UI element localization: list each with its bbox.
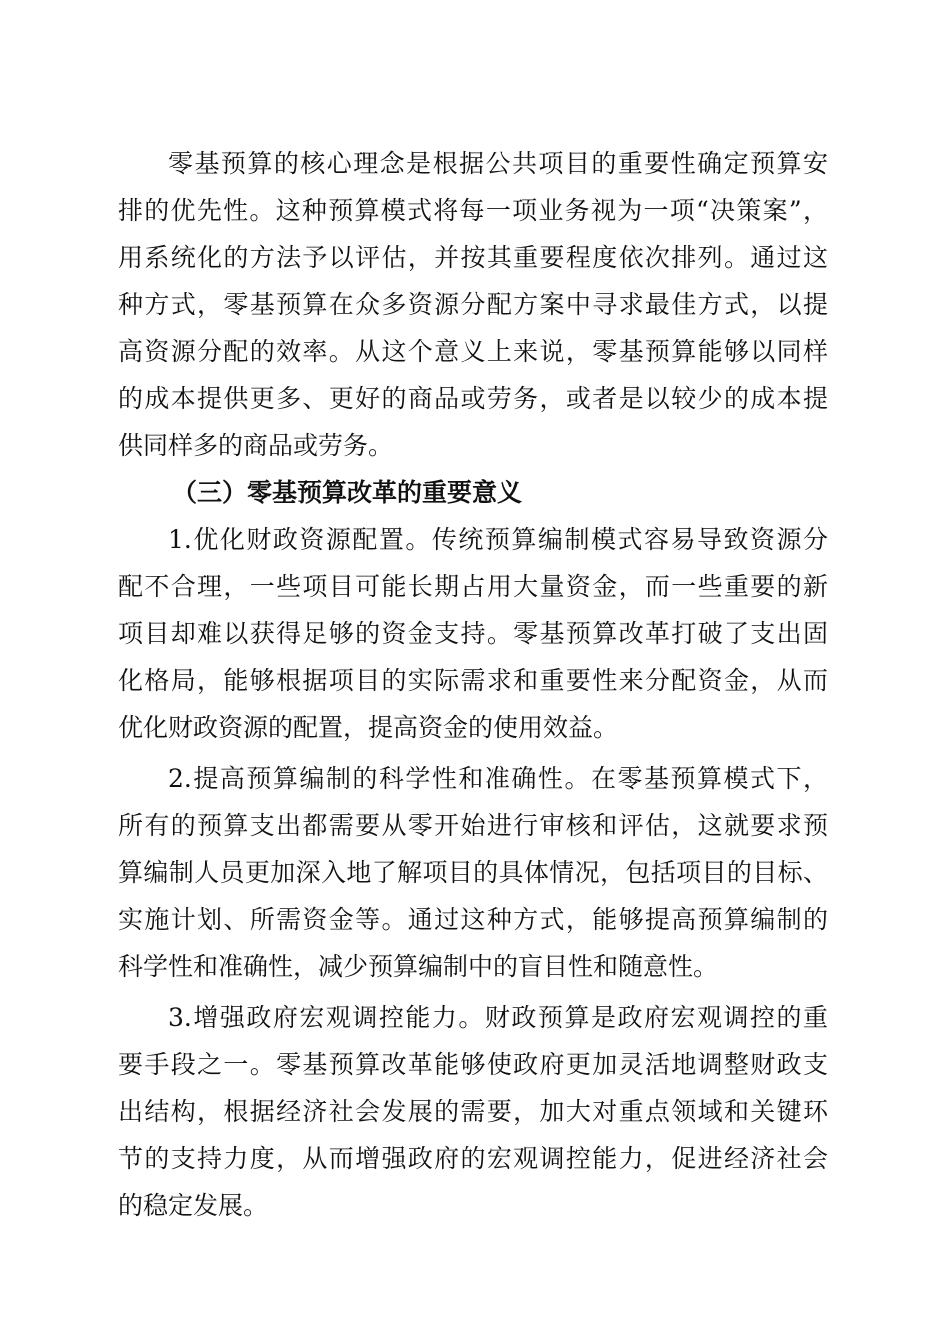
paragraph-line: 实施计划、所需资金等。通过这种方式，能够提高预算编制的 bbox=[118, 905, 828, 934]
item-paragraph-3 bbox=[118, 994, 828, 1229]
paragraph-line: 优化财政资源的配置，提高资金的使用效益。 bbox=[118, 713, 619, 742]
paragraph-line: 种方式，零基预算在众多资源分配方案中寻求最佳方式，以提 bbox=[118, 290, 828, 319]
paragraph-line: 零基预算的核心理念是根据公共项目的重要性确定预算安 bbox=[168, 149, 828, 178]
paragraph-line: 化格局，能够根据项目的实际需求和重要性来分配资金，从而 bbox=[118, 666, 828, 695]
section-heading: （三）零基预算改革的重要意义 bbox=[172, 478, 523, 507]
item-paragraph-2 bbox=[118, 755, 828, 990]
paragraph-line: 的成本提供更多、更好的商品或劳务，或者是以较少的成本提 bbox=[118, 384, 828, 413]
paragraph-line: 算编制人员更加深入地了解项目的具体情况，包括项目的目标、 bbox=[118, 858, 828, 887]
paragraph-line: 项目却难以获得足够的资金支持。零基预算改革打破了支出固 bbox=[118, 619, 828, 648]
intro-paragraph bbox=[118, 140, 828, 469]
paragraph-line: 排的优先性。这种预算模式将每一项业务视为一项“决策案”， bbox=[118, 196, 828, 225]
paragraph-line: 节的支持力度，从而增强政府的宏观调控能力，促进经济社会 bbox=[118, 1144, 828, 1173]
paragraph-line: 配不合理，一些项目可能长期占用大量资金，而一些重要的新 bbox=[118, 572, 828, 601]
document-body bbox=[118, 140, 828, 1229]
item-paragraph-1 bbox=[118, 516, 828, 751]
paragraph-line: 2.提高预算编制的科学性和准确性。在零基预算模式下， bbox=[168, 764, 828, 793]
paragraph-line: 供同样多的商品或劳务。 bbox=[118, 431, 394, 460]
paragraph-line: 1.优化财政资源配置。传统预算编制模式容易导致资源分 bbox=[168, 525, 828, 554]
paragraph-line: 高资源分配的效率。从这个意义上来说，零基预算能够以同样 bbox=[118, 337, 828, 366]
paragraph-line: 要手段之一。零基预算改革能够使政府更加灵活地调整财政支 bbox=[118, 1050, 828, 1079]
paragraph-line: 所有的预算支出都需要从零开始进行审核和评估，这就要求预 bbox=[118, 811, 828, 840]
paragraph-line: 用系统化的方法予以评估，并按其重要程度依次排列。通过这 bbox=[118, 243, 828, 272]
paragraph-line: 出结构，根据经济社会发展的需要，加大对重点领域和关键环 bbox=[118, 1097, 828, 1126]
paragraph-line: 3.增强政府宏观调控能力。财政预算是政府宏观调控的重 bbox=[168, 1003, 828, 1032]
paragraph-line: 的稳定发展。 bbox=[118, 1191, 269, 1220]
paragraph-line: 科学性和准确性，减少预算编制中的盲目性和随意性。 bbox=[118, 952, 719, 981]
